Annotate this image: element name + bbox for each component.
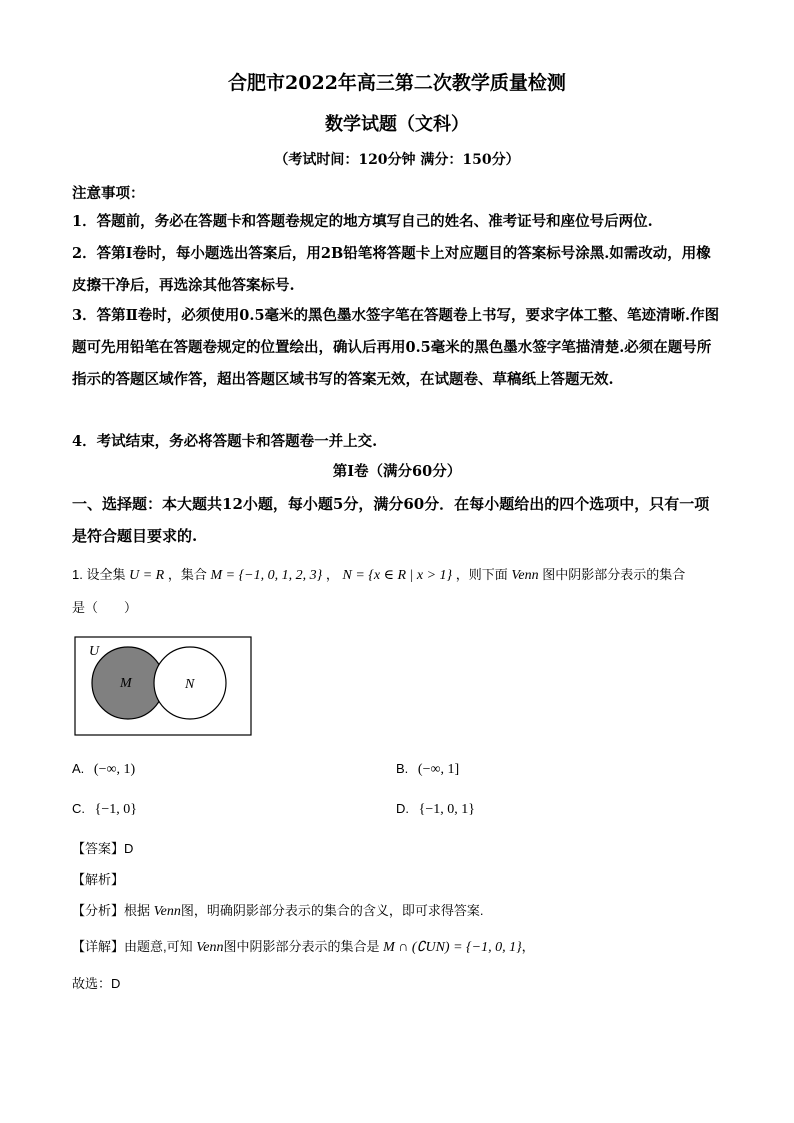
answer-tag: 【答案】 [72, 841, 125, 856]
q1-venn-word: Venn [511, 568, 539, 583]
exam-info: （考试时间：120分钟 满分：150分） [274, 152, 520, 168]
q1-mid2: ， [325, 567, 339, 582]
xiangjie-venn: Venn [196, 940, 224, 955]
xiangjie-line [72, 936, 535, 956]
q1-mid3: ，则下面 [455, 567, 508, 582]
q1-u-expr: U = R [129, 568, 165, 583]
q1-m-expr: M = {−1, 0, 1, 2, 3} [210, 568, 323, 583]
section-title: 一、选择题：本大题共12小题，每小题5分，满分60分．在每小题给出的四个选项中，只有一项是符合题目要求的. [72, 495, 710, 545]
option-b [396, 761, 459, 778]
n-label: N [185, 677, 195, 692]
q1-n-expr: N = {x ∈ R | x > 1} [342, 568, 453, 583]
fenxi-tag: 【分析】 [72, 903, 125, 918]
u-label: U [89, 644, 100, 659]
option-d [396, 801, 475, 818]
exam-title: 合肥市2022年高三第二次教学质量检测 [228, 72, 566, 94]
xiangjie-end: ， [521, 939, 535, 954]
option-a-value: (−∞, 1) [93, 762, 136, 777]
fenxi-text: 图，明确阴影部分表示的集合的含义，即可求得答案. [180, 903, 484, 918]
option-a-letter: A. [72, 761, 85, 776]
q1-suffix: 图中阴影部分表示的集合 [542, 567, 686, 582]
question-1-line-1 [72, 564, 685, 584]
fenxi-venn: Venn [153, 904, 181, 919]
answer-line [72, 838, 133, 857]
option-a [72, 761, 135, 778]
venn-diagram [74, 636, 252, 736]
xiangjie-expr: M ∩ (∁UN) = {−1, 0, 1} [383, 940, 522, 955]
option-b-letter: B. [396, 761, 409, 776]
option-c-value: {−1, 0} [94, 802, 137, 817]
note-item-2: 2．答第Ⅰ卷时，每小题选出答案后，用2B铅笔将答题卡上对应题目的答案标号涂黑.如需改动，用橡皮擦干净后，再选涂其他答案标号. [72, 245, 711, 294]
option-c [72, 801, 137, 818]
option-b-value: (−∞, 1] [417, 762, 460, 777]
exam-subtitle: 数学试题（文科） [325, 114, 469, 135]
q1-prefix: 1. 设全集 [72, 567, 126, 582]
option-d-letter: D. [396, 801, 409, 816]
xiangjie-tag: 【详解】 [72, 939, 125, 954]
fenxi-pre: 根据 [124, 903, 151, 918]
option-c-letter: C. [72, 801, 85, 816]
notes-heading: 注意事项： [72, 185, 145, 202]
note-item-4: 4．考试结束，务必将答题卡和答题卷一并上交. [72, 433, 378, 450]
question-1-line-2: 是（ ） [72, 600, 138, 615]
xiangjie-mid: 图中阴影部分表示的集合是 [223, 939, 380, 954]
conclusion: 故选：D [72, 976, 121, 991]
note-item-3: 3．答第Ⅱ卷时，必须使用0.5毫米的黑色墨水签字笔在答题卷上书写，要求字体工整、笔迹清晰.作图题可先用铅笔在答题卷规定的位置绘出，确认后再用0.5毫米的黑色墨水签字笔描清楚.必须在题号所指示的答题区域作答，超出答题区域书写的答案无效，在试题卷、草稿纸上答题无效. [72, 307, 720, 388]
part1-heading: 第Ⅰ卷（满分60分） [332, 463, 462, 480]
note-item-1: 1．答题前，务必在答题卡和答题卷规定的地方填写自己的姓名、准考证号和座位号后两位. [72, 213, 653, 230]
analysis-tag: 【解析】 [72, 872, 125, 887]
xiangjie-pre: 由题意,可知 [124, 939, 193, 954]
fenxi-line [72, 900, 484, 920]
answer-value: D [124, 841, 134, 856]
option-d-value: {−1, 0, 1} [418, 802, 475, 817]
q1-mid1: ，集合 [167, 567, 207, 582]
m-label: M [120, 676, 132, 691]
